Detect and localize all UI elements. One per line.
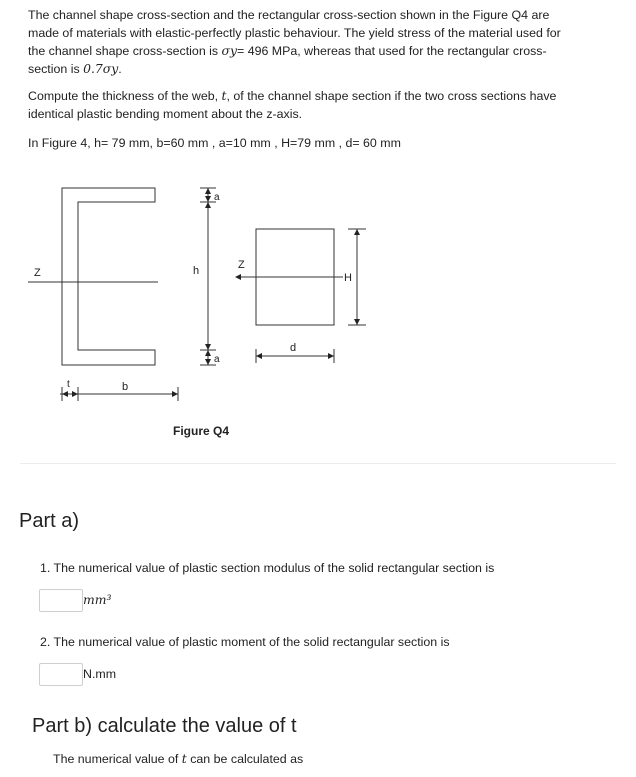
part-b-text-b: can be calculated as [186, 752, 304, 766]
label-a-bottom: a [214, 354, 220, 365]
problem-line-3 [28, 42, 608, 60]
rect-yield-stress-symbol: 0.7σy [83, 61, 119, 76]
label-z-mid: Z [238, 259, 245, 271]
given-dimensions: In Figure 4, h= 79 mm, b=60 mm , a=10 mm , H=79 mm , d= 60 mm [28, 136, 401, 150]
problem-line-4b: . [118, 62, 122, 76]
part-a-heading: Part a) [19, 510, 80, 532]
problem-statement [28, 6, 608, 78]
plastic-moment-input[interactable] [39, 663, 83, 686]
figure-caption: Figure Q4 [173, 424, 230, 438]
problem-line-3b: = 496 MPa, whereas that used for the rectangular cross- [237, 44, 547, 58]
problem-line-1: The channel shape cross-section and the rectangular cross-section shown in the Figure Q4 are [28, 8, 550, 22]
web-thickness-symbol: t [221, 88, 227, 103]
label-t: t [67, 379, 70, 390]
problem-line-3a: the channel shape cross-section is [28, 44, 222, 58]
label-b: b [122, 381, 129, 393]
part-b-text-a: The numerical value of [53, 752, 182, 766]
channel-section-outline [62, 188, 155, 365]
problem-line-4a: section is [28, 62, 84, 76]
label-h: h [193, 265, 200, 277]
label-H: H [344, 272, 352, 284]
problem-line-2: made of materials with elastic-perfectly plastic behaviour. The yield stress of the material used for [28, 26, 561, 40]
task-statement [28, 87, 608, 123]
q2-unit: N.mm [83, 667, 117, 681]
part-b-heading: Part b) calculate the value of t [32, 715, 297, 737]
part-b-t-symbol: t [181, 751, 187, 766]
task-line-1b: , of the channel shape section if the two cross sections have [226, 89, 557, 103]
yield-stress-symbol: σy [221, 43, 238, 58]
label-d: d [290, 342, 297, 354]
question-2: 2. The numerical value of plastic moment of the solid rectangular section is [40, 635, 450, 649]
label-z-left: Z [34, 267, 41, 279]
label-a-top: a [214, 192, 220, 203]
q1-unit: mm³ [83, 592, 112, 607]
problem-line-4 [28, 60, 608, 78]
task-line-1 [28, 87, 608, 105]
plastic-section-modulus-input[interactable] [39, 589, 83, 612]
question-1: 1. The numerical value of plastic section modulus of the solid rectangular section is [40, 561, 495, 575]
section-divider [20, 463, 616, 464]
figure-q4 [0, 170, 636, 460]
task-line-2: identical plastic bending moment about the z-axis. [28, 107, 303, 121]
part-b-text [53, 751, 303, 766]
task-line-1a: Compute the thickness of the web, [28, 89, 222, 103]
